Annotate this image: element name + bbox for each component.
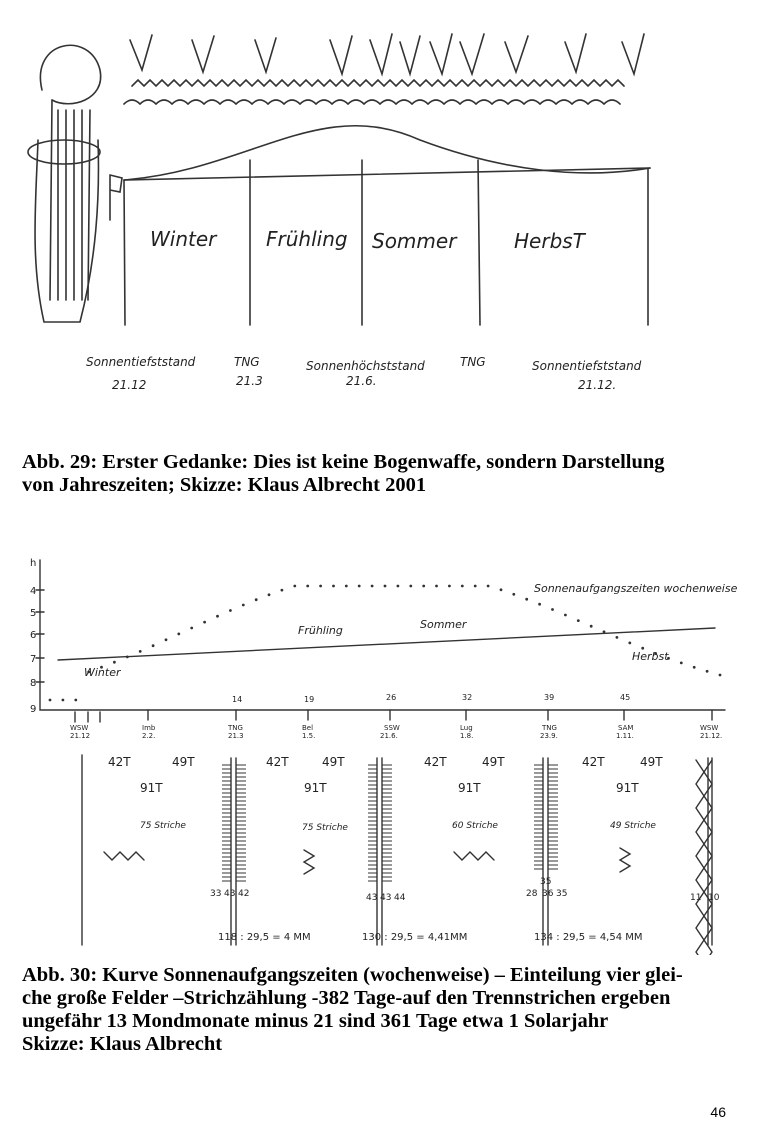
tally-count: 43: [224, 889, 236, 899]
curve-dot: [113, 661, 116, 664]
field-strokes: 75 Striche: [302, 823, 348, 833]
curve-dot: [306, 585, 309, 588]
field-split-left: 42T: [424, 755, 447, 769]
curve-dot: [512, 593, 515, 596]
figure-29-caption: Abb. 29: Erster Gedanke: Dies ist keine Bogenwaffe, sondern Darstellung von Jahreszeiten; Skizze: Klaus Albrecht 2001: [22, 451, 665, 496]
season-fruehling: Frühling: [266, 227, 348, 251]
curve-dot: [49, 699, 52, 702]
marker-label: Sonnentiefststand: [532, 359, 642, 373]
marker-label: TNG: [460, 355, 486, 369]
date-marker-date: 23.9.: [540, 732, 558, 740]
season-winter: Winter: [150, 227, 217, 251]
tally-count: 35: [556, 889, 568, 899]
curve-dot: [590, 625, 593, 628]
curve-dot: [564, 614, 567, 617]
date-marker-date: 2.2.: [142, 732, 156, 740]
field-total: 91T: [458, 781, 481, 795]
field-total: 91T: [140, 781, 163, 795]
date-marker-name: TNG: [542, 724, 557, 732]
y-tick: 9: [30, 704, 37, 715]
curve-dot: [384, 585, 387, 588]
week-number: 32: [462, 693, 473, 702]
week-number: 39: [544, 693, 555, 702]
figure-30-sketch: [0, 550, 768, 955]
marker-date: 21.3: [236, 374, 263, 388]
date-marker-date: 1.11.: [616, 732, 634, 740]
tally-count: 28: [526, 889, 538, 899]
marker-label: Sonnenhöchststand: [306, 359, 425, 373]
curve-dot: [551, 608, 554, 611]
curve-dot: [74, 699, 77, 702]
tally-count: 43: [366, 893, 378, 903]
date-marker-date: 21.3: [228, 732, 244, 740]
curve-dot: [152, 644, 155, 647]
tally-count: 11: [690, 893, 702, 903]
curve-dot: [397, 585, 400, 588]
field-strokes: 75 Striche: [140, 821, 186, 831]
week-number: 19: [304, 695, 315, 704]
curve-dot: [332, 585, 335, 588]
curve-dot: [281, 589, 284, 592]
curve-dot: [706, 670, 709, 673]
axis-label-h: h: [30, 558, 37, 569]
curve-dot: [461, 585, 464, 588]
curve-dot: [177, 633, 180, 636]
figure-30-caption: Abb. 30: Kurve Sonnenaufgangszeiten (wochenweise) – Einteilung vier glei- che große Felder –Strichzählung -382 Tage-auf den Trennstrichen ergeben ungefähr 13 Mondmonate minus 21 sind 361 Tage etwa 1 Solarjahr Skizze: Klaus Albrecht: [22, 964, 683, 1055]
curve-dot: [165, 638, 168, 641]
date-marker-date: 1.8.: [460, 732, 474, 740]
season-label-sommer: Sommer: [420, 618, 467, 631]
sunrise-curve: [49, 585, 722, 702]
figure-29-sketch: [0, 0, 768, 420]
field-strokes: 60 Striche: [452, 821, 498, 831]
date-marker-name: SSW: [384, 724, 400, 732]
date-marker-name: Bel: [302, 724, 314, 732]
season-herbst: HerbsT: [514, 229, 585, 253]
y-tick: 7: [30, 654, 37, 665]
season-label-winter: Winter: [84, 666, 121, 679]
curve-dot: [358, 585, 361, 588]
curve-dot: [500, 588, 503, 591]
tally-count: 33: [210, 889, 222, 899]
date-marker-name: WSW: [700, 724, 719, 732]
season-label-herbst: Herbst: [632, 650, 669, 663]
curve-dot: [229, 609, 232, 612]
date-marker-name: Lug: [460, 724, 473, 732]
tally-count: 42: [238, 889, 250, 899]
tally-count: 43: [380, 893, 392, 903]
date-marker-date: 1.5.: [302, 732, 316, 740]
curve-dot: [693, 666, 696, 669]
curve-dot: [487, 585, 490, 588]
tally-count: 10: [708, 893, 720, 903]
curve-dot: [190, 627, 193, 630]
marker-label: TNG: [234, 355, 260, 369]
measurement: 130 : 29,5 = 4,41MM: [362, 932, 468, 943]
season-label-fruehling: Frühling: [298, 624, 343, 637]
date-marker-date: 21.6.: [380, 732, 398, 740]
field-split-left: 42T: [582, 755, 605, 769]
curve-dot: [603, 630, 606, 633]
curve-dot: [255, 598, 258, 601]
curve-dot: [268, 593, 271, 596]
y-tick: 6: [30, 630, 37, 641]
date-marker-name: TNG: [228, 724, 243, 732]
curve-dot: [422, 585, 425, 588]
curve-dot: [538, 603, 541, 606]
field-split-right: 49T: [482, 755, 505, 769]
field-split-left: 42T: [108, 755, 131, 769]
curve-dot: [577, 619, 580, 622]
tally-count: 44: [394, 893, 406, 903]
marker-label: Sonnentiefststand: [86, 355, 196, 369]
curve-dot: [719, 674, 722, 677]
week-number: 45: [620, 693, 631, 702]
date-marker-date: 21.12: [70, 732, 91, 740]
tally-count: 35: [540, 877, 552, 887]
field-strokes: 49 Striche: [610, 821, 656, 831]
field-total: 91T: [616, 781, 639, 795]
marker-date: 21.6.: [346, 374, 377, 388]
curve-dot: [448, 585, 451, 588]
y-tick: 4: [30, 586, 37, 597]
marker-date: 21.12.: [578, 378, 617, 392]
curve-dot: [319, 585, 322, 588]
curve-dot: [435, 585, 438, 588]
curve-dot: [345, 585, 348, 588]
field-split-right: 49T: [322, 755, 345, 769]
curve-dot: [525, 598, 528, 601]
y-tick: 8: [30, 678, 37, 689]
curve-dot: [242, 604, 245, 607]
curve-dot: [616, 636, 619, 639]
curve-dot: [474, 585, 477, 588]
marker-date: 21.12: [112, 378, 147, 392]
date-marker-name: Imb: [142, 724, 156, 732]
curve-dot: [293, 585, 296, 588]
curve-dot: [203, 621, 206, 624]
season-sommer: Sommer: [372, 229, 457, 253]
field-total: 91T: [304, 781, 327, 795]
field-split-right: 49T: [172, 755, 195, 769]
curve-dot: [62, 699, 65, 702]
curve-dot: [680, 662, 683, 665]
tally-count: 36: [542, 889, 554, 899]
curve-dot: [628, 642, 631, 645]
curve-dot: [409, 585, 412, 588]
curve-dot: [216, 615, 219, 618]
week-number: 14: [232, 695, 243, 704]
date-marker-date: 21.12.: [700, 732, 723, 740]
field-split-right: 49T: [640, 755, 663, 769]
curve-dot: [126, 656, 129, 659]
week-number: 26: [386, 693, 397, 702]
measurement: 134 : 29,5 = 4,54 MM: [534, 932, 643, 943]
page-number: 46: [710, 1104, 726, 1120]
curve-label: Sonnenaufgangszeiten wochenweise: [534, 582, 738, 595]
y-tick: 5: [30, 608, 37, 619]
field-split-left: 42T: [266, 755, 289, 769]
measurement: 118 : 29,5 = 4 MM: [218, 932, 311, 943]
curve-dot: [139, 650, 142, 653]
date-marker-name: SAM: [618, 724, 634, 732]
curve-dot: [371, 585, 374, 588]
date-marker-name: WSW: [70, 724, 89, 732]
